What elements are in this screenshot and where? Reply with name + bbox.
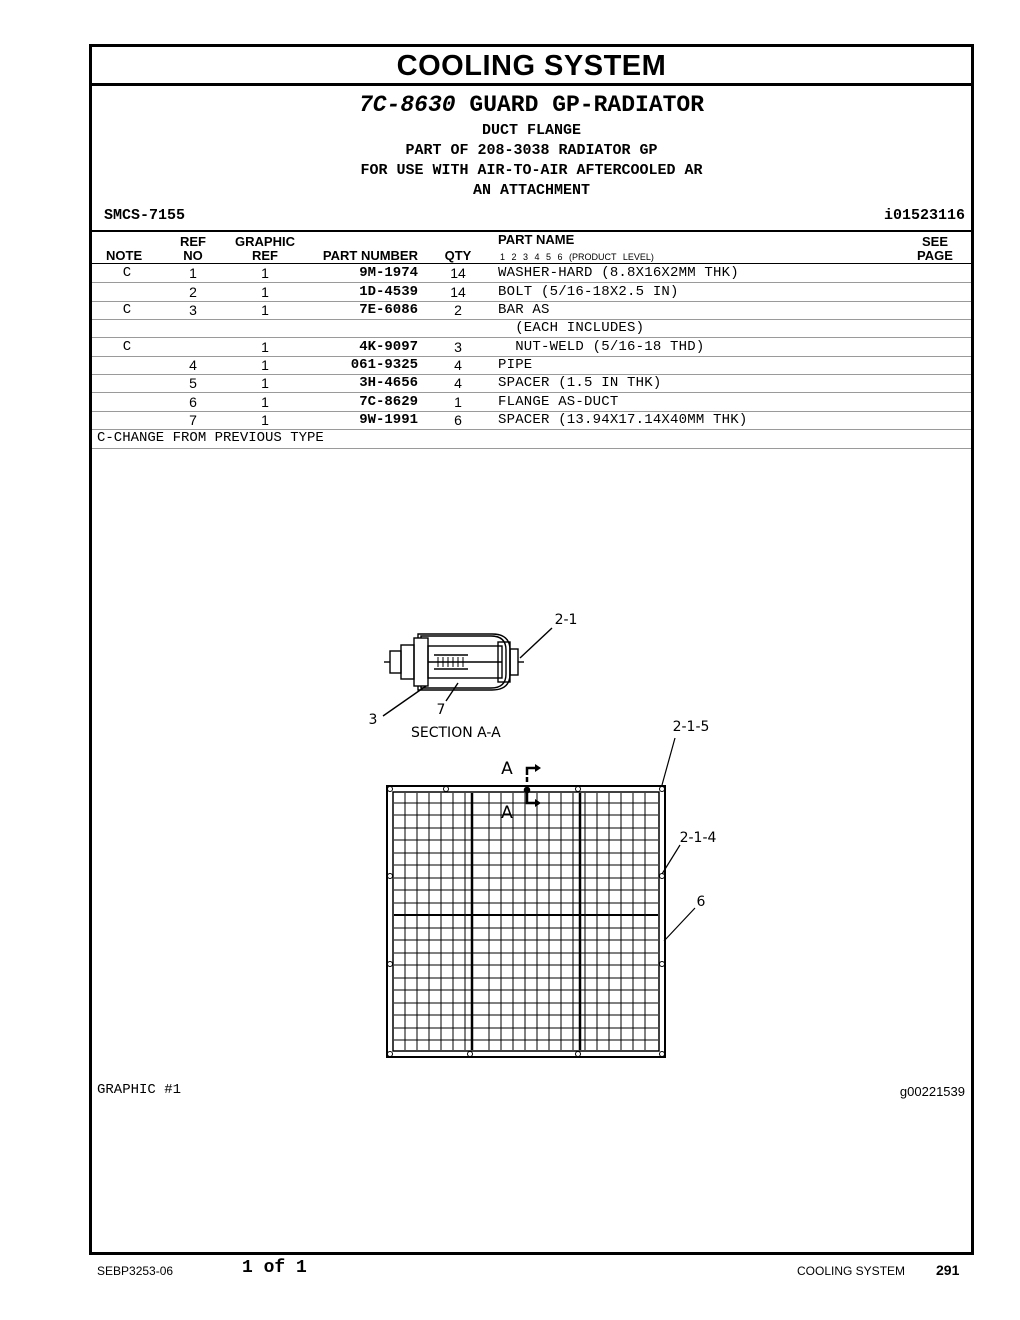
callout-7: 7 — [436, 702, 446, 718]
ref-cell: 4 — [189, 357, 197, 373]
part-number-cell: 7E-6086 — [359, 302, 418, 318]
guard-plan-view — [387, 738, 695, 1057]
callout-2-1-4: 2-1-4 — [679, 830, 717, 846]
qty-cell: 4 — [454, 357, 462, 373]
ref-cell: 6 — [189, 394, 197, 410]
callout-2-1-5: 2-1-5 — [672, 719, 710, 735]
col-graphic-bottom: REF — [252, 248, 278, 263]
part-name-cell: BOLT (5/16-18X2.5 IN) — [498, 284, 679, 300]
col-graphic-top: GRAPHIC — [235, 234, 295, 249]
graphic-id: g00221539 — [899, 1084, 965, 1099]
group-line: PART OF 208-3038 RADIATOR GP — [405, 142, 658, 159]
leader-3 — [383, 686, 426, 716]
callout-3: 3 — [368, 712, 378, 728]
group-number: 7C-8630 — [358, 92, 456, 118]
page-of-count: 1 of 1 — [242, 1258, 307, 1278]
graphic-cell: 1 — [261, 302, 269, 318]
qty-cell: 6 — [454, 412, 462, 428]
change-note: C-CHANGE FROM PREVIOUS TYPE — [97, 430, 324, 446]
col-part-name: PART NAME — [498, 232, 575, 247]
part-name-cell: WASHER-HARD (8.8X16X2MM THK) — [498, 265, 739, 281]
part-number-cell: 4K-9097 — [359, 339, 418, 355]
col-qty: QTY — [444, 248, 472, 263]
section-a-a-view — [383, 628, 552, 716]
qty-cell: 4 — [454, 375, 462, 391]
part-name-cell: BAR AS — [498, 302, 550, 318]
group-name: GUARD GP-RADIATOR — [469, 92, 705, 118]
footer-section-name: COOLING SYSTEM — [797, 1264, 906, 1278]
part-number-cell: 9M-1974 — [359, 265, 418, 281]
part-name-cell: SPACER (1.5 IN THK) — [498, 375, 662, 391]
col-ref-bottom: NO — [183, 248, 203, 263]
graphic-cell: 1 — [261, 412, 269, 428]
section-title: COOLING SYSTEM — [92, 47, 971, 86]
smcs-code: SMCS-7155 — [104, 207, 186, 224]
graphic-cell: 1 — [261, 339, 269, 355]
col-see-bottom: PAGE — [917, 248, 953, 263]
part-name-cell: FLANGE AS-DUCT — [498, 394, 619, 410]
ref-cell: 7 — [189, 412, 197, 428]
note-cell: C — [122, 265, 132, 281]
section-marker-top: A — [501, 759, 513, 779]
callout-2-1: 2-1 — [554, 612, 578, 628]
graphic-cell: 1 — [261, 394, 269, 410]
section-marker-bottom: A — [501, 803, 513, 823]
graphic-label: GRAPHIC #1 — [97, 1082, 182, 1098]
leader-2-1 — [520, 628, 552, 658]
ref-cell: 1 — [189, 265, 197, 281]
illustration-id: i01523116 — [883, 207, 965, 224]
group-line: FOR USE WITH AIR-TO-AIR AFTERCOOLED AR — [360, 162, 703, 179]
part-name-cell: PIPE — [498, 357, 533, 373]
qty-cell: 3 — [454, 339, 462, 355]
leader-2-1-5 — [662, 738, 675, 785]
graphic-cell: 1 — [261, 357, 269, 373]
graphic-cell: 1 — [261, 265, 269, 281]
part-name-cell: NUT-WELD (5/16-18 THD) — [498, 339, 705, 355]
part-number-cell: 9W-1991 — [359, 412, 418, 428]
col-see-top: SEE — [921, 234, 948, 249]
qty-cell: 2 — [454, 302, 462, 318]
group-line: AN ATTACHMENT — [472, 182, 591, 199]
callout-6: 6 — [696, 894, 706, 910]
graphic-cell: 1 — [261, 375, 269, 391]
leader-6 — [664, 908, 695, 941]
ref-cell: 5 — [189, 375, 197, 391]
ref-cell: 2 — [189, 284, 197, 300]
qty-cell: 14 — [450, 284, 466, 300]
leader-7 — [446, 683, 458, 701]
qty-cell: 1 — [454, 394, 462, 410]
page-number: 291 — [936, 1262, 960, 1278]
qty-cell: 14 — [450, 265, 466, 281]
graphic-cell: 1 — [261, 284, 269, 300]
part-number-cell: 1D-4539 — [359, 284, 418, 300]
col-note: NOTE — [106, 248, 143, 263]
group-line: DUCT FLANGE — [481, 122, 582, 139]
document-number: SEBP3253-06 — [97, 1264, 174, 1278]
part-number-cell: 061-9325 — [350, 357, 418, 373]
col-part-number: PART NUMBER — [322, 248, 418, 263]
part-number-cell: 3H-4656 — [359, 375, 418, 391]
col-ref-top: REF — [180, 234, 206, 249]
note-cell: C — [122, 339, 132, 355]
ref-cell: 3 — [189, 302, 197, 318]
note-cell: C — [122, 302, 132, 318]
part-name-cell: (EACH INCLUDES) — [498, 320, 645, 336]
section-label: SECTION A-A — [411, 725, 501, 741]
part-name-cell: SPACER (13.94X17.14X40MM THK) — [498, 412, 748, 428]
product-levels: 1 2 3 4 5 6 (PRODUCT LEVEL) — [500, 252, 654, 262]
part-number-cell: 7C-8629 — [359, 394, 418, 410]
